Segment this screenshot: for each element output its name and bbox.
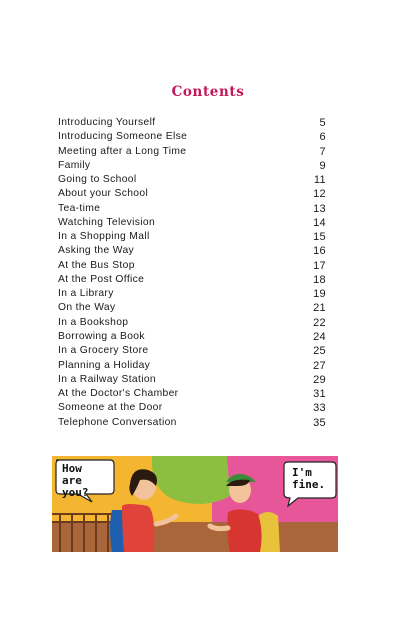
toc-entry-page: 13 [313,202,326,215]
table-of-contents [58,116,326,430]
toc-entry-title: At the Bus Stop [58,259,135,271]
toc-entry [58,202,326,216]
toc-entry-page: 31 [313,388,326,401]
toc-entry-page: 35 [313,416,326,429]
toc-entry-title: In a Shopping Mall [58,231,150,243]
toc-entry-title: Family [58,159,91,171]
toc-entry-page: 14 [313,216,326,229]
toc-entry [58,130,326,144]
toc-entry [58,373,326,387]
toc-entry-title: Introducing Yourself [58,117,156,128]
toc-entry [58,287,326,301]
toc-entry-title: Planning a Holiday [58,359,151,371]
toc-entry [58,159,326,173]
toc-entry-title: At the Post Office [58,273,145,285]
toc-entry-page: 16 [313,245,326,258]
ground [52,522,338,552]
toc-entry-title: Watching Television [58,216,156,228]
toc-entry-title: Going to School [58,174,137,186]
toc-entry-page: 17 [313,259,326,272]
right-speech-text: I'm fine. [292,466,326,491]
toc-entry [58,230,326,244]
toc-entry-title: In a Library [58,288,114,300]
toc-entry [58,244,326,258]
toc-entry-title: Tea-time [58,202,101,214]
toc-entry [58,173,326,187]
toc-entry [58,401,326,415]
toc-entry-title: In a Railway Station [58,373,157,385]
toc-entry [58,316,326,330]
toc-entry-page: 27 [313,359,326,372]
toc-entry-title: Borrowing a Book [58,330,145,342]
toc-entry-page: 9 [319,159,326,172]
toc-entry [58,116,326,130]
toc-entry-title: Introducing Someone Else [58,131,188,143]
toc-entry-title: Asking the Way [58,245,135,257]
toc-entry-page: 21 [313,302,326,315]
toc-entry-page: 7 [319,145,326,158]
toc-entry [58,344,326,358]
toc-entry-page: 15 [313,231,326,244]
toc-entry-page: 6 [319,131,326,144]
toc-entry-title: In a Grocery Store [58,345,149,357]
toc-entry-page: 11 [313,174,326,187]
toc-entry-title: Someone at the Door [58,402,163,414]
page-title: Contents [171,84,245,100]
toc-entry-page: 29 [313,373,326,386]
toc-entry [58,416,326,430]
toc-entry [58,216,326,230]
left-speech-text: How are you? [62,462,89,499]
toc-entry-page: 12 [313,188,326,201]
toc-entry-title: Meeting after a Long Time [58,145,187,157]
toc-entry-page: 24 [313,330,326,343]
toc-entry-title: On the Way [58,302,116,314]
toc-entry-page: 19 [313,288,326,301]
toc-entry-page: 22 [313,316,326,329]
toc-entry-page: 25 [313,345,326,358]
toc-entry-title: At the Doctor's Chamber [58,388,179,400]
toc-entry [58,301,326,315]
toc-entry-title: In a Bookshop [58,316,129,328]
toc-entry-page: 33 [313,402,326,415]
toc-entry [58,259,326,273]
toc-entry [58,359,326,373]
toc-entry [58,330,326,344]
toc-entry [58,145,326,159]
toc-entry-title: About your School [58,188,149,200]
toc-entry [58,273,326,287]
toc-entry-title: Telephone Conversation [58,416,177,428]
toc-entry [58,187,326,201]
toc-entry [58,387,326,401]
toc-entry-page: 18 [313,273,326,286]
toc-entry-page: 5 [319,117,326,129]
